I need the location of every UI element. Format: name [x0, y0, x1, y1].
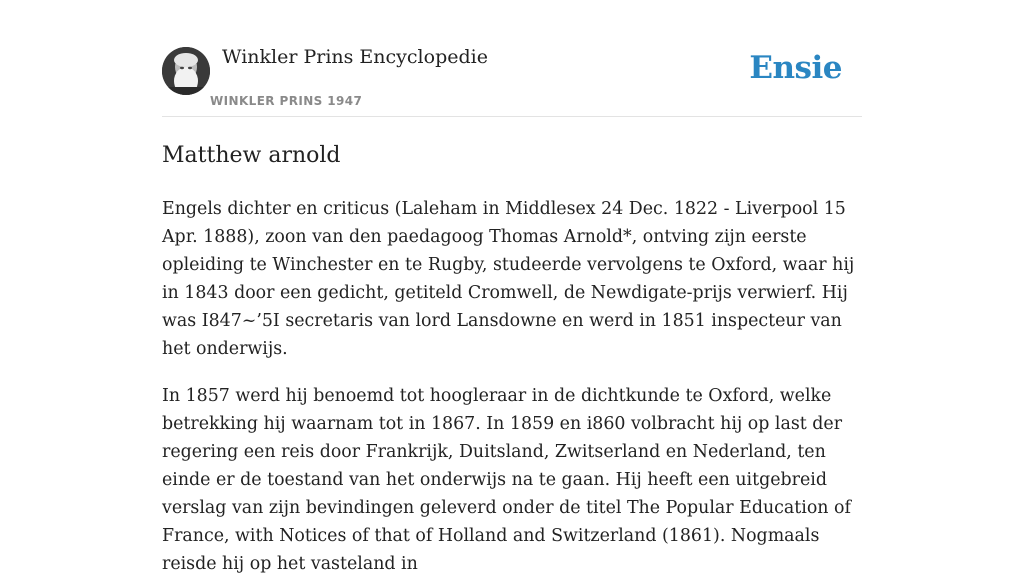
article-title: Matthew arnold [162, 143, 341, 168]
brand-logo[interactable]: Ensie [749, 50, 842, 86]
site-title[interactable]: Winkler Prins Encyclopedie [222, 46, 488, 68]
site-header [162, 0, 862, 117]
article-paragraph: Engels dichter en criticus (Laleham in Middlesex 24 Dec. 1822 - Liverpool 15 Apr. 1888), zoon van den paedagoog Thomas Arnold*, ontving zijn eerste opleiding te Winchester en te Rugby, studeerde vervolgens te Oxford, waar hij in 1843 door een gedicht, getiteld Cromwell, de Newdigate-prijs verwierf. Hij was I847~’5I secretaris van lord Lansdowne en werd in 1851 inspecteur van het onderwijs. [162, 199, 855, 359]
site-subtitle[interactable]: WINKLER PRINS 1947 [210, 94, 363, 108]
portrait-avatar-icon[interactable] [162, 47, 210, 95]
article-paragraph: In 1857 werd hij benoemd tot hoogleraar in de dichtkunde te Oxford, welke betrekking hij waarnam tot in 1867. In 1859 en i860 volbracht hij op last der regering een reis door Frankrijk, Duitsland, Zwitserland en Nederland, ten einde er de toestand van het onderwijs na te gaan. Hij heeft een uitgebreid verslag van zijn bevindingen geleverd onder de titel The Popular Education of France, with Notices of that of Holland and Switzerland (1861). Nogmaals reisde hij op het vasteland in [162, 386, 851, 574]
page-container [162, 0, 862, 578]
